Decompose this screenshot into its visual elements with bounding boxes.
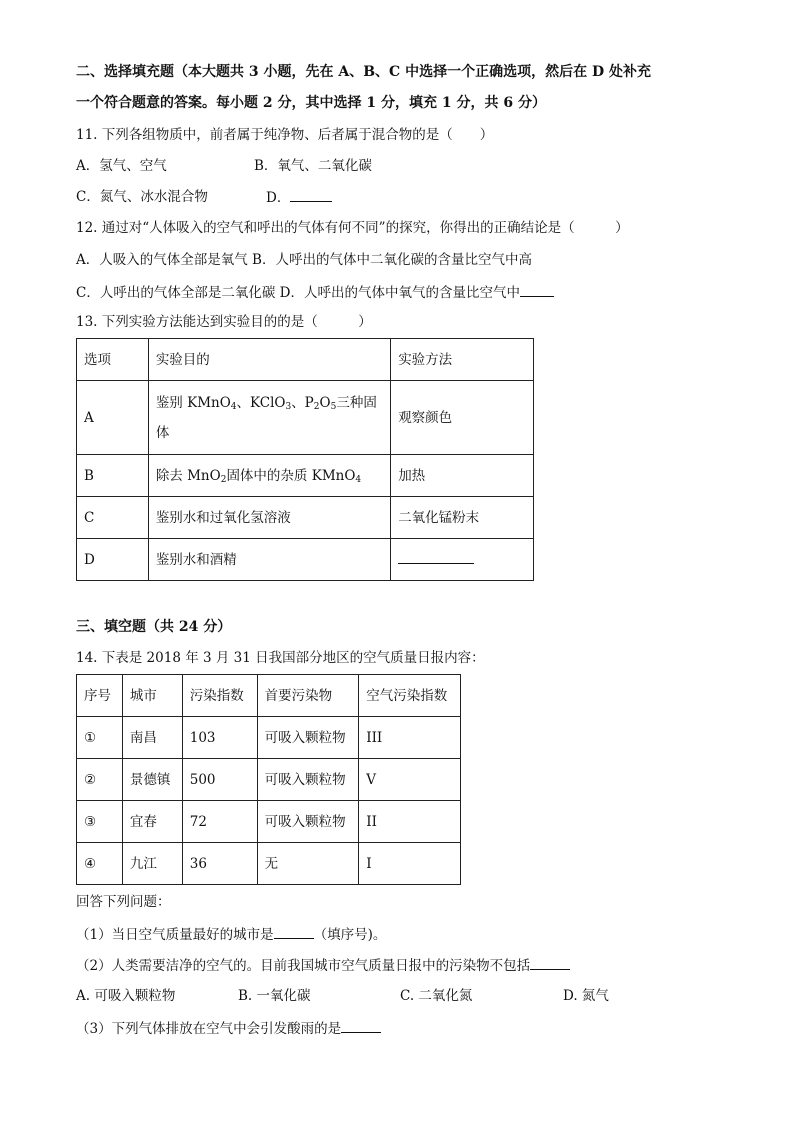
q14-cell-index: ③ xyxy=(77,801,123,843)
q13-row-b-goal-part2: 固体中的杂质 KMnO xyxy=(226,467,356,484)
q14-table xyxy=(76,674,461,885)
q14-header-air-index: 空气污染指数 xyxy=(359,675,461,717)
q13-row-a-method: 观察颜色 xyxy=(391,381,534,455)
q14-cell-air-index: I xyxy=(359,843,461,885)
q13-header-goal: 实验目的 xyxy=(148,339,390,381)
q13-table-row xyxy=(77,381,534,455)
q14-header-index: 序号 xyxy=(77,675,123,717)
q14-sub1-text: （1）当日空气质量最好的城市是 xyxy=(76,927,274,943)
q13-header-option: 选项 xyxy=(77,339,149,381)
q13-row-b-goal-sub1: 2 xyxy=(220,474,227,485)
q14-header-pollution-index: 污染指数 xyxy=(182,675,257,717)
q14-cell-air-index: III xyxy=(359,717,461,759)
q13-row-b-goal-part1: 除去 MnO xyxy=(155,467,221,484)
q13-table-row xyxy=(77,539,534,581)
q14-sub1-answer-blank[interactable] xyxy=(274,924,314,939)
q12-options-cd xyxy=(76,282,554,303)
section3-heading: 三、填空题（共 24 分） xyxy=(76,619,232,635)
q13-row-a-goal-part2: 、KClO xyxy=(236,394,286,411)
q14-sub2-option-b: B. 一氧化碳 xyxy=(238,988,311,1004)
q13-row-a-goal-sub3: 2 xyxy=(313,401,320,412)
q14-cell-city: 南昌 xyxy=(122,717,182,759)
q12-options-ab: A．人吸入的气体全部是氧气 B．人呼出的气体中二氧化碳的含量比空气中高 xyxy=(76,252,532,268)
q13-row-c-option: C xyxy=(77,497,149,539)
q14-answer-intro: 回答下列问题： xyxy=(76,894,171,910)
q11-option-a: A．氢气、空气 xyxy=(76,158,167,174)
q13-row-a-goal-line2: 体 xyxy=(155,424,170,441)
q13-row-b-goal xyxy=(148,455,390,497)
q13-row-a-goal-sub2: 3 xyxy=(285,401,292,412)
q14-sub3 xyxy=(76,1018,381,1039)
q13-row-a-goal xyxy=(148,381,390,455)
q11-option-c: C．氮气、冰水混合物 xyxy=(76,189,208,205)
q11-option-d xyxy=(266,187,332,208)
q14-table-row xyxy=(77,843,461,885)
q14-sub1-suffix: （填序号)。 xyxy=(313,927,387,943)
q12-answer-blank[interactable] xyxy=(520,282,554,297)
q11-option-d-label: D． xyxy=(266,190,291,206)
q13-row-c-method: 二氧化锰粉末 xyxy=(391,497,534,539)
q14-cell-index: ② xyxy=(77,759,123,801)
q14-sub1 xyxy=(76,924,386,945)
q13-row-b-option: B xyxy=(77,455,149,497)
q14-cell-pollution-index: 500 xyxy=(182,759,257,801)
q13-row-a-goal-part5: 三种固 xyxy=(336,394,377,411)
q13-row-d-goal: 鉴别水和酒精 xyxy=(148,539,390,581)
q13-stem: 13. 下列实验方法能达到实验目的的是（ ） xyxy=(76,314,372,330)
q13-row-b-goal-sub2: 4 xyxy=(355,474,362,485)
q13-row-d-option: D xyxy=(77,539,149,581)
q14-header-city: 城市 xyxy=(122,675,182,717)
section2-heading-line2: 一个符合题意的答案。每小题 2 分，其中选择 1 分，填充 1 分，共 6 分） xyxy=(76,95,546,111)
q14-cell-primary-pollutant: 可吸入颗粒物 xyxy=(257,717,359,759)
q14-sub2 xyxy=(76,955,570,976)
q13-row-a-goal-part1: 鉴别 KMnO xyxy=(155,394,231,411)
q14-sub2-option-a: A. 可吸入颗粒物 xyxy=(76,988,176,1004)
q13-table xyxy=(76,338,534,581)
q13-row-a-goal-sub1: 4 xyxy=(230,401,237,412)
q14-cell-air-index: II xyxy=(359,801,461,843)
q14-cell-pollution-index: 72 xyxy=(182,801,257,843)
q13-row-a-option: A xyxy=(77,381,149,455)
section2-heading-line1: 二、选择填充题（本大题共 3 小题，先在 A、B、C 中选择一个正确选项，然后在 D 处补充 xyxy=(76,64,651,80)
q13-table-row xyxy=(77,455,534,497)
q14-table-row xyxy=(77,759,461,801)
q13-row-c-goal: 鉴别水和过氧化氢溶液 xyxy=(148,497,390,539)
q13-row-d-method xyxy=(391,539,534,581)
q14-cell-city: 九江 xyxy=(122,843,182,885)
q13-row-a-goal-sub4: 5 xyxy=(330,401,337,412)
q14-sub2-text: （2）人类需要洁净的空气的。目前我国城市空气质量日报中的污染物不包括 xyxy=(76,958,531,974)
q12-stem: 12. 通过对“人体吸入的空气和呼出的气体有何不同”的探究，你得出的正确结论是（ ） xyxy=(76,220,629,236)
q13-row-d-answer-blank[interactable] xyxy=(398,551,474,564)
q13-row-a-goal-part4: O xyxy=(319,394,331,411)
q14-cell-air-index: V xyxy=(359,759,461,801)
q14-cell-primary-pollutant: 可吸入颗粒物 xyxy=(257,759,359,801)
q13-row-a-goal-part3: 、P xyxy=(291,394,314,411)
q11-option-b: B．氧气、二氧化碳 xyxy=(254,158,372,174)
q14-cell-primary-pollutant: 无 xyxy=(257,843,359,885)
q14-cell-pollution-index: 103 xyxy=(182,717,257,759)
q14-table-row xyxy=(77,717,461,759)
q14-sub2-option-d: D. 氮气 xyxy=(563,988,609,1004)
q14-sub3-text: （3）下列气体排放在空气中会引发酸雨的是 xyxy=(76,1021,342,1037)
q11-stem: 11. 下列各组物质中，前者属于纯净物、后者属于混合物的是（ ） xyxy=(76,127,494,143)
q14-cell-city: 宜春 xyxy=(122,801,182,843)
q13-header-method: 实验方法 xyxy=(391,339,534,381)
q14-cell-pollution-index: 36 xyxy=(182,843,257,885)
q14-cell-index: ① xyxy=(77,717,123,759)
q14-cell-city: 景德镇 xyxy=(122,759,182,801)
q14-cell-primary-pollutant: 可吸入颗粒物 xyxy=(257,801,359,843)
q14-stem: 14. 下表是 2018 年 3 月 31 日我国部分地区的空气质量日报内容： xyxy=(76,650,485,666)
q14-table-row xyxy=(77,801,461,843)
q13-table-header-row xyxy=(77,339,534,381)
q14-sub2-answer-blank[interactable] xyxy=(530,955,570,970)
q14-cell-index: ④ xyxy=(77,843,123,885)
q13-table-row xyxy=(77,497,534,539)
q11-answer-blank[interactable] xyxy=(290,187,332,202)
q12-options-cd-text: C．人呼出的气体全部是二氧化碳 D．人呼出的气体中氧气的含量比空气中 xyxy=(76,285,520,301)
q14-sub3-answer-blank[interactable] xyxy=(341,1018,381,1033)
q14-sub2-option-c: C. 二氧化氮 xyxy=(400,988,473,1004)
q14-table-header-row xyxy=(77,675,461,717)
q14-header-primary-pollutant: 首要污染物 xyxy=(257,675,359,717)
q13-row-b-method: 加热 xyxy=(391,455,534,497)
